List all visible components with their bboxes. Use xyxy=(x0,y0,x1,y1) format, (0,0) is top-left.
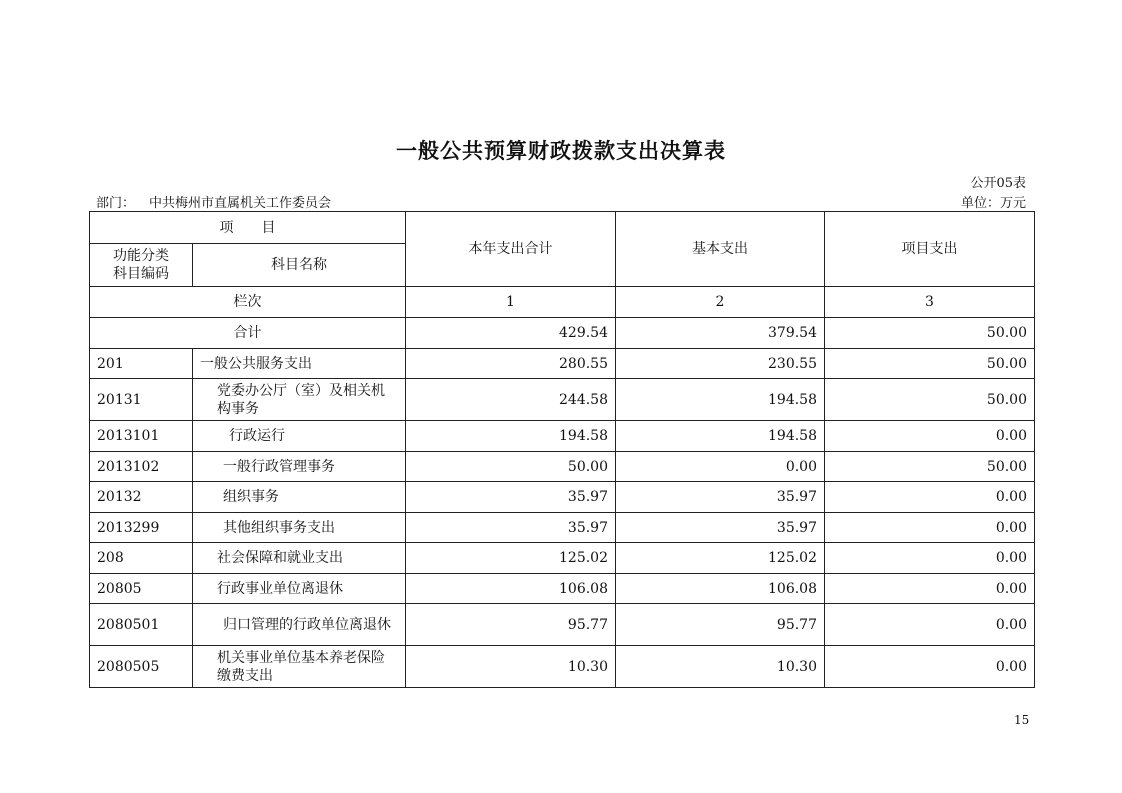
row-total: 125.02 xyxy=(406,543,616,574)
total-value: 429.54 xyxy=(406,318,616,349)
row-name: 组织事务 xyxy=(193,482,406,513)
column-index-label: 栏次 xyxy=(90,287,406,318)
row-basic: 35.97 xyxy=(616,513,825,543)
row-basic: 106.08 xyxy=(616,574,825,604)
header-name: 科目名称 xyxy=(193,244,406,287)
table-row xyxy=(90,379,1035,421)
row-name: 一般公共服务支出 xyxy=(193,349,406,379)
total-row xyxy=(90,318,1035,349)
row-name: 社会保障和就业支出 xyxy=(193,543,406,574)
unit-label: 单位：万元 xyxy=(960,196,1026,211)
table-row xyxy=(90,482,1035,513)
expenditure-table xyxy=(89,211,1035,688)
row-code: 20131 xyxy=(90,379,193,421)
row-total: 95.77 xyxy=(406,604,616,646)
row-name: 机关事业单位基本养老保险缴费支出 xyxy=(193,646,406,688)
department-name: 中共梅州市直属机关工作委员会 xyxy=(149,196,332,211)
row-total: 280.55 xyxy=(406,349,616,379)
row-basic: 0.00 xyxy=(616,452,825,482)
row-code: 2013101 xyxy=(90,421,193,452)
row-basic: 194.58 xyxy=(616,421,825,452)
row-code: 2080501 xyxy=(90,604,193,646)
column-index-1: 1 xyxy=(406,287,616,318)
row-project: 0.00 xyxy=(825,543,1035,574)
row-name: 党委办公厅（室）及相关机构事务 xyxy=(193,379,406,421)
department-label: 部门： xyxy=(96,196,136,211)
row-code: 2080505 xyxy=(90,646,193,688)
header-total: 本年支出合计 xyxy=(406,212,616,287)
row-code: 2013299 xyxy=(90,513,193,543)
row-name: 其他组织事务支出 xyxy=(193,513,406,543)
column-index-3: 3 xyxy=(825,287,1035,318)
header-item: 项 目 xyxy=(90,212,406,244)
row-name: 一般行政管理事务 xyxy=(193,452,406,482)
row-basic: 95.77 xyxy=(616,604,825,646)
row-total: 35.97 xyxy=(406,482,616,513)
row-project: 0.00 xyxy=(825,646,1035,688)
row-project: 0.00 xyxy=(825,482,1035,513)
page-number: 15 xyxy=(1014,713,1030,727)
row-code: 20805 xyxy=(90,574,193,604)
table-row xyxy=(90,421,1035,452)
header-project: 项目支出 xyxy=(825,212,1035,287)
row-basic: 10.30 xyxy=(616,646,825,688)
total-project-value: 50.00 xyxy=(825,318,1035,349)
row-code: 201 xyxy=(90,349,193,379)
row-total: 244.58 xyxy=(406,379,616,421)
column-index-row xyxy=(90,287,1035,318)
row-total: 106.08 xyxy=(406,574,616,604)
row-code: 208 xyxy=(90,543,193,574)
row-project: 0.00 xyxy=(825,604,1035,646)
row-basic: 194.58 xyxy=(616,379,825,421)
row-code: 20132 xyxy=(90,482,193,513)
header-row-1 xyxy=(90,212,1035,244)
total-label: 合计 xyxy=(90,318,406,349)
row-basic: 35.97 xyxy=(616,482,825,513)
form-number: 公开05表 xyxy=(970,176,1026,191)
table-row xyxy=(90,574,1035,604)
row-project: 50.00 xyxy=(825,452,1035,482)
row-name: 行政运行 xyxy=(193,421,406,452)
table-row xyxy=(90,543,1035,574)
row-total: 10.30 xyxy=(406,646,616,688)
table-row xyxy=(90,646,1035,688)
header-code: 功能分类 科目编码 xyxy=(90,244,193,287)
row-basic: 230.55 xyxy=(616,349,825,379)
header-basic: 基本支出 xyxy=(616,212,825,287)
row-code: 2013102 xyxy=(90,452,193,482)
row-project: 0.00 xyxy=(825,574,1035,604)
row-project: 0.00 xyxy=(825,421,1035,452)
table-row xyxy=(90,349,1035,379)
table-row xyxy=(90,452,1035,482)
row-project: 50.00 xyxy=(825,379,1035,421)
table-row xyxy=(90,513,1035,543)
total-basic-value: 379.54 xyxy=(616,318,825,349)
page-title: 一般公共预算财政拨款支出决算表 xyxy=(396,138,726,163)
table-row xyxy=(90,604,1035,646)
row-basic: 125.02 xyxy=(616,543,825,574)
row-total: 35.97 xyxy=(406,513,616,543)
row-project: 0.00 xyxy=(825,513,1035,543)
column-index-2: 2 xyxy=(616,287,825,318)
row-total: 50.00 xyxy=(406,452,616,482)
row-name: 行政事业单位离退休 xyxy=(193,574,406,604)
row-project: 50.00 xyxy=(825,349,1035,379)
row-total: 194.58 xyxy=(406,421,616,452)
row-name: 归口管理的行政单位离退休 xyxy=(193,604,406,646)
department-line xyxy=(96,192,331,211)
